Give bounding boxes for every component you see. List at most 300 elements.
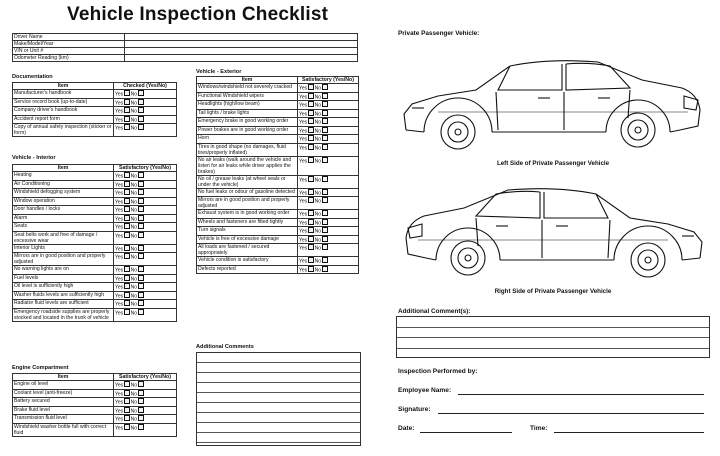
yes-label: Yes bbox=[115, 399, 124, 406]
checklist-item-label: Emergency brake in good working order bbox=[197, 118, 298, 127]
no-label: No bbox=[130, 190, 138, 197]
checklist-item-label: Seats bbox=[13, 223, 114, 232]
no-label: No bbox=[130, 100, 138, 106]
yes-checkbox[interactable] bbox=[124, 99, 130, 105]
no-checkbox[interactable] bbox=[322, 210, 328, 216]
checklist-row bbox=[197, 143, 359, 156]
no-checkbox[interactable] bbox=[322, 118, 328, 124]
checklist-item-label: Manufacturer's handbook bbox=[13, 90, 114, 99]
yes-no-cell bbox=[298, 210, 359, 219]
checklist-item-label: Windows/windshield not severely cracked bbox=[197, 84, 298, 93]
engine-heading: Engine Compartment bbox=[12, 365, 69, 371]
yes-label: Yes bbox=[299, 258, 308, 265]
no-label: No bbox=[130, 117, 138, 123]
no-label: No bbox=[130, 310, 138, 316]
yes-checkbox[interactable] bbox=[308, 101, 314, 107]
engine-col-check: Satisfactory (Yes/No) bbox=[114, 374, 177, 381]
yes-checkbox[interactable] bbox=[124, 275, 130, 281]
no-label: No bbox=[130, 399, 138, 406]
yes-label: Yes bbox=[115, 125, 124, 132]
yes-no-cell bbox=[114, 214, 177, 223]
exterior-col-check: Satisfactory (Yes/No) bbox=[298, 77, 359, 84]
employee-name-field[interactable] bbox=[458, 394, 704, 395]
no-checkbox[interactable] bbox=[322, 266, 328, 272]
no-label: No bbox=[314, 145, 322, 151]
yes-no-cell bbox=[114, 300, 177, 309]
checklist-item-label: Radiator fluid levels are sufficient bbox=[13, 300, 114, 309]
yes-label: Yes bbox=[115, 108, 124, 115]
left-side-caption: Left Side of Private Passenger Vehicle bbox=[496, 160, 610, 167]
yes-checkbox[interactable] bbox=[124, 223, 130, 229]
no-checkbox[interactable] bbox=[322, 189, 328, 195]
documentation-col-check: Checked (Yes/No) bbox=[114, 83, 177, 90]
driver-info-row bbox=[13, 41, 358, 48]
driver-info-label: Make/Model/Year bbox=[13, 41, 125, 48]
no-checkbox[interactable] bbox=[138, 300, 144, 306]
yes-label: Yes bbox=[115, 207, 124, 214]
driver-info-label: Odometer Reading (km) bbox=[13, 55, 125, 62]
no-checkbox[interactable] bbox=[138, 206, 144, 212]
yes-no-cell bbox=[298, 135, 359, 144]
yes-label: Yes bbox=[115, 267, 124, 274]
yes-checkbox[interactable] bbox=[124, 398, 130, 404]
checklist-item-label: Oil level is sufficiently high bbox=[13, 283, 114, 292]
no-checkbox[interactable] bbox=[322, 219, 328, 225]
driver-info-label: Driver Name bbox=[13, 34, 125, 41]
yes-no-cell bbox=[114, 107, 177, 116]
signature-field[interactable] bbox=[438, 413, 704, 414]
yes-no-cell bbox=[298, 218, 359, 227]
documentation-heading: Documentation bbox=[12, 74, 53, 80]
yes-checkbox[interactable] bbox=[308, 144, 314, 150]
no-checkbox[interactable] bbox=[138, 253, 144, 259]
checklist-row bbox=[197, 92, 359, 101]
driver-info-field[interactable] bbox=[125, 34, 358, 41]
yes-no-cell bbox=[114, 274, 177, 283]
no-label: No bbox=[314, 158, 322, 164]
yes-checkbox[interactable] bbox=[308, 236, 314, 242]
yes-label: Yes bbox=[115, 416, 124, 423]
additional-comments-right-heading: Additional Comment(s): bbox=[398, 308, 471, 315]
yes-no-cell bbox=[114, 124, 177, 137]
yes-label: Yes bbox=[115, 216, 124, 222]
yes-checkbox[interactable] bbox=[308, 135, 314, 141]
checklist-row bbox=[13, 398, 177, 407]
checklist-item-label: Accident report form bbox=[13, 115, 114, 124]
yes-checkbox[interactable] bbox=[308, 197, 314, 203]
yes-label: Yes bbox=[299, 220, 308, 226]
no-checkbox[interactable] bbox=[138, 189, 144, 195]
yes-checkbox[interactable] bbox=[124, 292, 130, 298]
no-label: No bbox=[130, 173, 138, 180]
yes-label: Yes bbox=[115, 284, 124, 291]
inspection-performed-label: Inspection Performed by: bbox=[398, 368, 478, 375]
no-label: No bbox=[314, 245, 322, 252]
no-label: No bbox=[130, 125, 138, 132]
additional-comments-heading: Additional Comments bbox=[196, 344, 254, 350]
yes-checkbox[interactable] bbox=[124, 415, 130, 421]
checklist-item-label: Engine oil level bbox=[13, 381, 114, 390]
no-checkbox[interactable] bbox=[138, 292, 144, 298]
no-checkbox[interactable] bbox=[138, 124, 144, 130]
no-label: No bbox=[130, 382, 138, 389]
checklist-item-label: Turn signals bbox=[197, 227, 298, 236]
driver-info-field[interactable] bbox=[125, 41, 358, 48]
yes-checkbox[interactable] bbox=[308, 84, 314, 90]
no-label: No bbox=[130, 91, 138, 98]
checklist-item-label: Mirrors are in good position and properly adjusted bbox=[13, 253, 114, 266]
yes-checkbox[interactable] bbox=[308, 257, 314, 263]
documentation-table bbox=[12, 82, 177, 137]
employee-name-label: Employee Name: bbox=[398, 387, 452, 394]
checklist-item-label: Vehicle is free of excessive damage bbox=[197, 235, 298, 244]
driver-info-row bbox=[13, 55, 358, 62]
yes-checkbox[interactable] bbox=[308, 244, 314, 250]
checklist-row bbox=[13, 124, 177, 137]
no-label: No bbox=[130, 276, 138, 282]
documentation-col-item: Item bbox=[13, 83, 114, 90]
no-checkbox[interactable] bbox=[138, 232, 144, 238]
yes-checkbox[interactable] bbox=[124, 189, 130, 195]
yes-label: Yes bbox=[115, 254, 124, 261]
checklist-row bbox=[197, 84, 359, 93]
no-checkbox[interactable] bbox=[138, 90, 144, 96]
checklist-item-label: Headlights (high/low beam) bbox=[197, 101, 298, 110]
yes-checkbox[interactable] bbox=[124, 198, 130, 204]
driver-info-label: VIN or Unit # bbox=[13, 48, 125, 55]
yes-no-cell bbox=[298, 265, 359, 274]
yes-label: Yes bbox=[299, 198, 308, 205]
checklist-item-label: Alarm bbox=[13, 214, 114, 223]
checklist-item-label: Battery secured bbox=[13, 398, 114, 407]
yes-no-cell bbox=[298, 244, 359, 257]
no-checkbox[interactable] bbox=[322, 127, 328, 133]
no-checkbox[interactable] bbox=[138, 215, 144, 221]
yes-label: Yes bbox=[115, 382, 124, 389]
checklist-item-label: Fuel levels bbox=[13, 274, 114, 283]
yes-checkbox[interactable] bbox=[124, 283, 130, 289]
yes-no-cell bbox=[298, 227, 359, 236]
checklist-item-label: Seat belts work and free of damage / excessive wear bbox=[13, 231, 114, 244]
no-checkbox[interactable] bbox=[322, 93, 328, 99]
no-checkbox[interactable] bbox=[322, 144, 328, 150]
additional-comments-right-box[interactable] bbox=[396, 316, 710, 358]
yes-checkbox[interactable] bbox=[308, 266, 314, 272]
no-label: No bbox=[314, 228, 322, 235]
yes-no-cell bbox=[114, 231, 177, 244]
yes-checkbox[interactable] bbox=[124, 309, 130, 315]
no-checkbox[interactable] bbox=[322, 236, 328, 242]
yes-no-cell bbox=[298, 118, 359, 127]
no-label: No bbox=[314, 220, 322, 226]
yes-checkbox[interactable] bbox=[124, 181, 130, 187]
driver-info-row bbox=[13, 48, 358, 55]
no-label: No bbox=[130, 108, 138, 115]
date-field[interactable] bbox=[420, 432, 512, 433]
yes-no-cell bbox=[298, 156, 359, 175]
no-label: No bbox=[130, 391, 138, 397]
yes-no-cell bbox=[298, 109, 359, 118]
no-checkbox[interactable] bbox=[322, 176, 328, 182]
no-label: No bbox=[314, 267, 322, 273]
checklist-row bbox=[13, 223, 177, 232]
no-checkbox[interactable] bbox=[138, 309, 144, 315]
checklist-row bbox=[197, 188, 359, 197]
checklist-item-label: No oil / grease leaks (at wheel seals or under the vehicle) bbox=[197, 175, 298, 188]
yes-checkbox[interactable] bbox=[124, 124, 130, 130]
yes-no-cell bbox=[114, 172, 177, 181]
yes-no-cell bbox=[298, 92, 359, 101]
checklist-item-label: Service record book (up-to-date) bbox=[13, 98, 114, 107]
no-label: No bbox=[314, 258, 322, 265]
no-label: No bbox=[130, 182, 138, 188]
no-label: No bbox=[314, 136, 322, 143]
no-label: No bbox=[314, 190, 322, 196]
checklist-row bbox=[13, 291, 177, 300]
no-checkbox[interactable] bbox=[138, 99, 144, 105]
driver-info-field[interactable] bbox=[125, 55, 358, 62]
yes-no-cell bbox=[298, 143, 359, 156]
checklist-item-label: Functional Windshield wipers bbox=[197, 92, 298, 101]
checklist-row bbox=[13, 415, 177, 424]
yes-label: Yes bbox=[115, 199, 124, 205]
checklist-row bbox=[13, 231, 177, 244]
yes-checkbox[interactable] bbox=[124, 107, 130, 113]
driver-info-field[interactable] bbox=[125, 48, 358, 55]
no-label: No bbox=[130, 254, 138, 261]
no-checkbox[interactable] bbox=[138, 116, 144, 122]
yes-label: Yes bbox=[115, 276, 124, 282]
yes-label: Yes bbox=[115, 408, 124, 414]
no-label: No bbox=[130, 207, 138, 214]
checklist-row bbox=[13, 180, 177, 189]
yes-checkbox[interactable] bbox=[308, 189, 314, 195]
checklist-row bbox=[197, 210, 359, 219]
yes-label: Yes bbox=[115, 224, 124, 231]
no-label: No bbox=[130, 416, 138, 423]
yes-checkbox[interactable] bbox=[308, 219, 314, 225]
no-checkbox[interactable] bbox=[138, 275, 144, 281]
exterior-col-item: Item bbox=[197, 77, 298, 84]
interior-col-item: Item bbox=[13, 165, 114, 172]
no-checkbox[interactable] bbox=[138, 266, 144, 272]
no-label: No bbox=[130, 199, 138, 205]
yes-checkbox[interactable] bbox=[308, 127, 314, 133]
yes-label: Yes bbox=[299, 136, 308, 143]
yes-checkbox[interactable] bbox=[124, 116, 130, 122]
checklist-item-label: Windshield defogging system bbox=[13, 189, 114, 198]
yes-no-cell bbox=[114, 180, 177, 189]
no-checkbox[interactable] bbox=[138, 181, 144, 187]
yes-label: Yes bbox=[299, 111, 308, 117]
no-checkbox[interactable] bbox=[322, 84, 328, 90]
yes-checkbox[interactable] bbox=[124, 253, 130, 259]
no-label: No bbox=[130, 425, 138, 431]
yes-label: Yes bbox=[115, 233, 124, 239]
checklist-item-label: Company driver's handbook bbox=[13, 107, 114, 116]
yes-checkbox[interactable] bbox=[124, 90, 130, 96]
no-checkbox[interactable] bbox=[138, 415, 144, 421]
checklist-item-label: Exhaust system is in good working order bbox=[197, 210, 298, 219]
no-checkbox[interactable] bbox=[138, 398, 144, 404]
checklist-item-label: Horn bbox=[197, 135, 298, 144]
no-checkbox[interactable] bbox=[322, 244, 328, 250]
no-label: No bbox=[314, 128, 322, 134]
no-checkbox[interactable] bbox=[138, 198, 144, 204]
yes-checkbox[interactable] bbox=[124, 407, 130, 413]
yes-checkbox[interactable] bbox=[124, 172, 130, 178]
no-label: No bbox=[130, 408, 138, 414]
yes-checkbox[interactable] bbox=[124, 232, 130, 238]
yes-checkbox[interactable] bbox=[124, 381, 130, 387]
exterior-table bbox=[196, 76, 359, 274]
yes-no-cell bbox=[298, 235, 359, 244]
no-checkbox[interactable] bbox=[322, 157, 328, 163]
time-field[interactable] bbox=[554, 432, 704, 433]
no-checkbox[interactable] bbox=[322, 227, 328, 233]
no-label: No bbox=[130, 267, 138, 274]
checklist-row bbox=[13, 266, 177, 275]
checklist-item-label: Brake fluid level bbox=[13, 406, 114, 415]
no-checkbox[interactable] bbox=[138, 407, 144, 413]
yes-no-cell bbox=[114, 189, 177, 198]
no-label: No bbox=[314, 85, 322, 92]
checklist-row bbox=[197, 227, 359, 236]
yes-checkbox[interactable] bbox=[124, 390, 130, 396]
yes-checkbox[interactable] bbox=[124, 245, 130, 251]
yes-label: Yes bbox=[299, 237, 308, 243]
checklist-row bbox=[197, 244, 359, 257]
no-label: No bbox=[314, 94, 322, 100]
no-label: No bbox=[130, 301, 138, 308]
yes-no-cell bbox=[114, 98, 177, 107]
yes-label: Yes bbox=[299, 190, 308, 196]
interior-heading: Vehicle - Interior bbox=[12, 155, 56, 161]
yes-checkbox[interactable] bbox=[308, 227, 314, 233]
yes-no-cell bbox=[114, 423, 177, 436]
checklist-item-label: Air Conditioning bbox=[13, 180, 114, 189]
yes-label: Yes bbox=[115, 91, 124, 98]
checklist-row bbox=[13, 308, 177, 321]
yes-checkbox[interactable] bbox=[124, 424, 130, 430]
no-checkbox[interactable] bbox=[138, 424, 144, 430]
no-checkbox[interactable] bbox=[138, 223, 144, 229]
yes-no-cell bbox=[298, 197, 359, 210]
yes-no-cell bbox=[114, 415, 177, 424]
no-checkbox[interactable] bbox=[138, 172, 144, 178]
checklist-item-label: Wheels and fasteners are fitted tightly bbox=[197, 218, 298, 227]
checklist-row bbox=[197, 197, 359, 210]
no-label: No bbox=[130, 224, 138, 231]
yes-no-cell bbox=[114, 406, 177, 415]
checklist-row bbox=[13, 206, 177, 215]
checklist-row bbox=[13, 107, 177, 116]
yes-label: Yes bbox=[299, 158, 308, 164]
additional-comments-box[interactable] bbox=[196, 352, 361, 446]
yes-label: Yes bbox=[115, 391, 124, 397]
yes-checkbox[interactable] bbox=[308, 210, 314, 216]
checklist-row bbox=[197, 235, 359, 244]
no-label: No bbox=[314, 111, 322, 117]
private-vehicle-label: Private Passenger Vehicle: bbox=[398, 30, 480, 37]
no-checkbox[interactable] bbox=[138, 390, 144, 396]
no-label: No bbox=[130, 284, 138, 291]
yes-label: Yes bbox=[115, 182, 124, 188]
yes-checkbox[interactable] bbox=[124, 206, 130, 212]
no-checkbox[interactable] bbox=[138, 107, 144, 113]
no-label: No bbox=[130, 293, 138, 299]
checklist-item-label: All loads are fastened / secured appropriately bbox=[197, 244, 298, 257]
yes-checkbox[interactable] bbox=[124, 215, 130, 221]
no-checkbox[interactable] bbox=[322, 110, 328, 116]
checklist-row bbox=[13, 300, 177, 309]
yes-checkbox[interactable] bbox=[308, 176, 314, 182]
checklist-row bbox=[13, 172, 177, 181]
no-checkbox[interactable] bbox=[138, 245, 144, 251]
checklist-row bbox=[197, 135, 359, 144]
no-label: No bbox=[314, 198, 322, 205]
no-checkbox[interactable] bbox=[322, 257, 328, 263]
checklist-row bbox=[13, 98, 177, 107]
yes-no-cell bbox=[298, 188, 359, 197]
checklist-row bbox=[13, 244, 177, 253]
checklist-item-label: Defects reported bbox=[197, 265, 298, 274]
yes-checkbox[interactable] bbox=[308, 157, 314, 163]
no-checkbox[interactable] bbox=[322, 135, 328, 141]
yes-checkbox[interactable] bbox=[308, 93, 314, 99]
yes-no-cell bbox=[298, 175, 359, 188]
yes-label: Yes bbox=[299, 128, 308, 134]
checklist-item-label: Transmission fluid level bbox=[13, 415, 114, 424]
checklist-row bbox=[197, 156, 359, 175]
yes-label: Yes bbox=[299, 228, 308, 235]
no-label: No bbox=[130, 216, 138, 222]
yes-checkbox[interactable] bbox=[124, 300, 130, 306]
yes-checkbox[interactable] bbox=[124, 266, 130, 272]
checklist-item-label: Mirrors are in good position and properly adjusted bbox=[197, 197, 298, 210]
checklist-item-label: Copy of annual safety inspection (sticker or form) bbox=[13, 124, 114, 137]
no-checkbox[interactable] bbox=[138, 381, 144, 387]
checklist-item-label: Heating bbox=[13, 172, 114, 181]
yes-no-cell bbox=[114, 197, 177, 206]
yes-no-cell bbox=[114, 206, 177, 215]
no-checkbox[interactable] bbox=[138, 283, 144, 289]
no-checkbox[interactable] bbox=[322, 197, 328, 203]
no-checkbox[interactable] bbox=[322, 101, 328, 107]
yes-no-cell bbox=[298, 126, 359, 135]
yes-label: Yes bbox=[115, 173, 124, 180]
checklist-item-label: Interior Lights bbox=[13, 244, 114, 253]
date-label: Date: bbox=[398, 425, 415, 432]
yes-no-cell bbox=[114, 223, 177, 232]
interior-col-check: Satisfactory (Yes/No) bbox=[114, 165, 177, 172]
checklist-item-label: No air leaks (walk around the vehicle and listen for air leaks while driver applies the brakes) bbox=[197, 156, 298, 175]
yes-checkbox[interactable] bbox=[308, 118, 314, 124]
checklist-item-label: Door handles / locks bbox=[13, 206, 114, 215]
yes-no-cell bbox=[114, 244, 177, 253]
yes-checkbox[interactable] bbox=[308, 110, 314, 116]
checklist-row bbox=[13, 283, 177, 292]
checklist-item-label: Power brakes are in good working order bbox=[197, 126, 298, 135]
yes-label: Yes bbox=[299, 85, 308, 92]
checklist-row bbox=[13, 389, 177, 398]
yes-label: Yes bbox=[299, 102, 308, 109]
yes-no-cell bbox=[114, 283, 177, 292]
car-right-side-diagram bbox=[398, 180, 708, 280]
checklist-item-label: Coolant level (anti-freeze) bbox=[13, 389, 114, 398]
no-label: No bbox=[130, 233, 138, 239]
yes-label: Yes bbox=[299, 119, 308, 126]
